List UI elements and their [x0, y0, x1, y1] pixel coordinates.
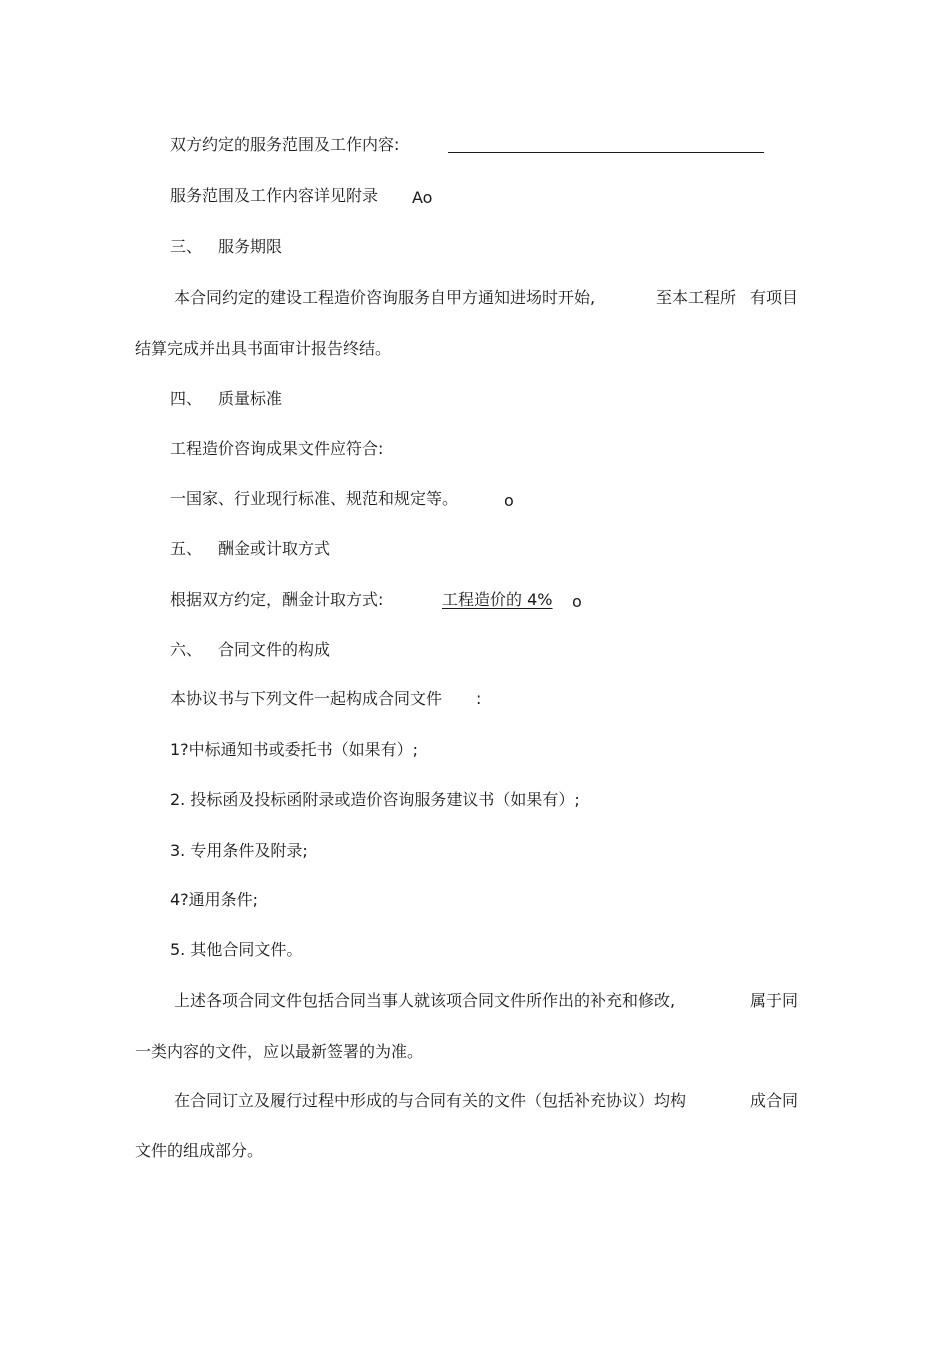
section-3-paragraph-a: 本合同约定的建设工程造价咨询服务自甲方通知进场时开始,	[174, 288, 596, 307]
section-5-number: 五、	[170, 539, 203, 558]
list-item: 1?中标通知书或委托书（如果有）;	[170, 740, 419, 759]
section-4-number: 四、	[170, 389, 203, 408]
section-6-number: 六、	[170, 640, 203, 659]
list-item: 2. 投标函及投标函附录或造价咨询服务建议书（如果有）;	[170, 790, 580, 809]
supplement-paragraph-cont: 一类内容的文件，应以最新签署的为准。	[135, 1042, 424, 1061]
section-4-paragraph-1: 工程造价咨询成果文件应符合:	[170, 439, 384, 458]
formation-paragraph-cont: 文件的组成部分。	[135, 1141, 264, 1160]
section-4-paragraph-2: 一国家、行业现行标准、规范和规定等。	[170, 489, 459, 508]
fee-rate-value: 工程造价的 4%	[442, 590, 553, 609]
section-4-paragraph-2-end: o	[504, 491, 514, 510]
list-item: 3. 专用条件及附录;	[170, 841, 308, 860]
section-3-paragraph-cont: 结算完成并出具书面审计报告终结。	[135, 339, 392, 358]
supplement-paragraph-b: 属于同	[750, 991, 799, 1010]
section-4-title: 质量标准	[218, 389, 283, 408]
section-6-title: 合同文件的构成	[218, 640, 331, 659]
list-item: 4?通用条件;	[170, 890, 259, 909]
section-3-paragraph-b: 至本工程所	[656, 288, 737, 307]
section-6-intro: 本协议书与下列文件一起构成合同文件	[170, 689, 443, 708]
formation-paragraph-a: 在合同订立及履行过程中形成的与合同有关的文件（包括补充协议）均构	[174, 1091, 687, 1110]
supplement-paragraph-a: 上述各项合同文件包括合同当事人就该项合同文件所作出的补充和修改,	[174, 991, 676, 1010]
list-item: 5. 其他合同文件。	[170, 940, 303, 959]
section-3-paragraph-c: 有项目	[750, 288, 799, 307]
section-6-intro-colon: :	[476, 689, 482, 708]
scope-appendix-ref: Ao	[412, 188, 433, 207]
fee-rate-end: o	[572, 592, 582, 611]
formation-paragraph-b: 成合同	[750, 1091, 799, 1110]
section-3-title: 服务期限	[218, 237, 283, 256]
scope-detail: 服务范围及工作内容详见附录	[170, 186, 379, 205]
scope-blank-field	[448, 152, 764, 153]
section-5-title: 酬金或计取方式	[218, 539, 331, 558]
section-5-paragraph: 根据双方约定，酬金计取方式:	[170, 590, 384, 609]
scope-line: 双方约定的服务范围及工作内容:	[170, 135, 400, 154]
section-3-number: 三、	[170, 237, 203, 256]
